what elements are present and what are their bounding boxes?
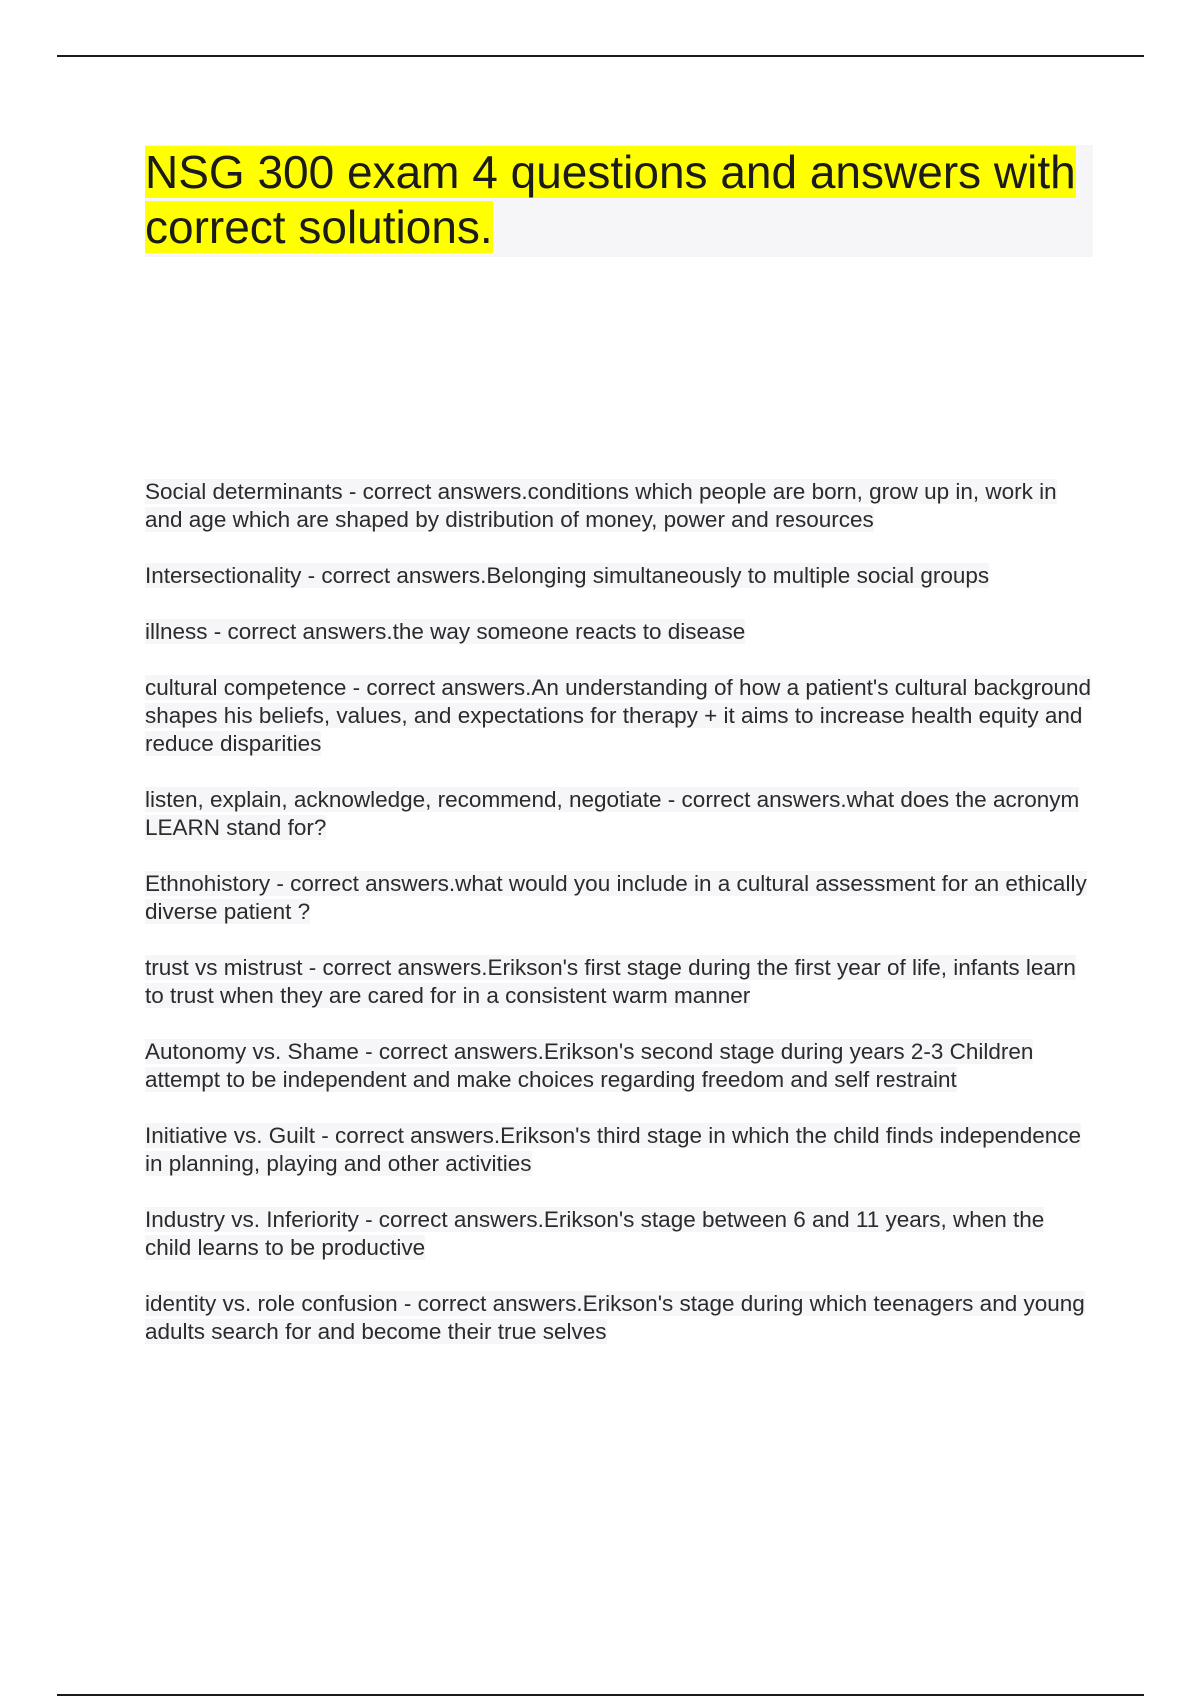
bottom-rule <box>57 1694 1144 1696</box>
document-title <box>145 145 1093 255</box>
top-rule <box>57 55 1144 57</box>
qa-item-trust-vs-mistrust: trust vs mistrust - correct answers.Erikson's first stage during the first year of life, infants learn to trust when they are cared for in a consistent warm manner <box>145 955 1076 1008</box>
qa-item-learn-acronym: listen, explain, acknowledge, recommend, negotiate - correct answers.what does the acronym LEARN stand for? <box>145 787 1080 840</box>
qa-item-cultural-competence: cultural competence - correct answers.An understanding of how a patient's cultural background shapes his beliefs, values, and expectations for therapy + it aims to increase health equity and reduce disparities <box>145 675 1092 756</box>
qa-item-autonomy-vs-shame: Autonomy vs. Shame - correct answers.Erikson's second stage during years 2-3 Children attempt to be independent and make choices regarding freedom and self restraint <box>145 1039 1034 1092</box>
title-highlight: NSG 300 exam 4 questions and answers with correct solutions. <box>145 146 1076 253</box>
qa-item-initiative-vs-guilt: Initiative vs. Guilt - correct answers.Erikson's third stage in which the child finds independence in planning, playing and other activities <box>145 1123 1081 1176</box>
qa-item-industry-vs-inferiority: Industry vs. Inferiority - correct answers.Erikson's stage between 6 and 11 years, when the child learns to be productive <box>145 1207 1045 1260</box>
qa-item-identity-vs-role-confusion: identity vs. role confusion - correct answers.Erikson's stage during which teenagers and young adults search for and become their true selves <box>145 1291 1085 1344</box>
qa-item-illness: illness - correct answers.the way someone reacts to disease <box>145 619 746 644</box>
qa-list <box>145 478 1095 1374</box>
qa-item-intersectionality: Intersectionality - correct answers.Belonging simultaneously to multiple social groups <box>145 563 990 588</box>
qa-item-social-determinants: Social determinants - correct answers.conditions which people are born, grow up in, work in and age which are shaped by distribution of money, power and resources <box>145 479 1057 532</box>
title-block <box>145 145 1093 257</box>
qa-item-ethnohistory: Ethnohistory - correct answers.what would you include in a cultural assessment for an ethically diverse patient ? <box>145 871 1087 924</box>
